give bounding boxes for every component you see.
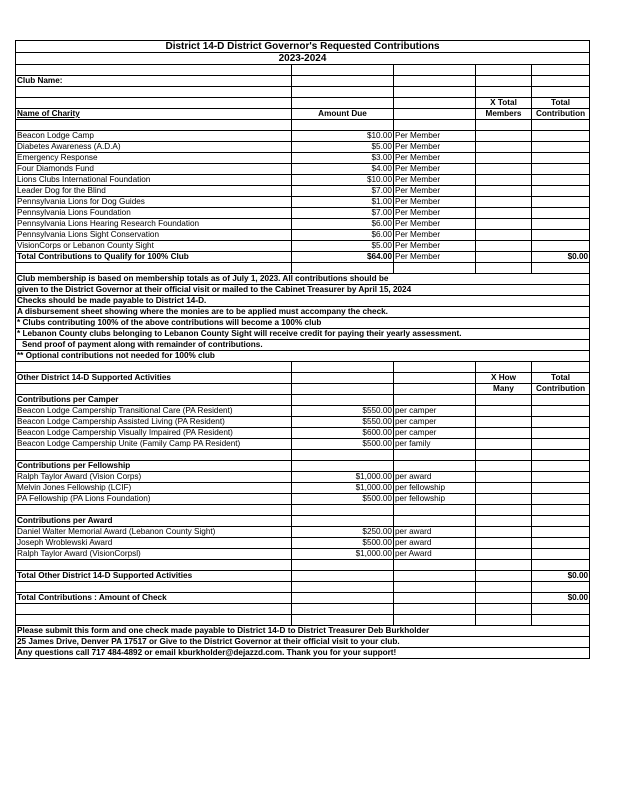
camper-row: Beacon Lodge Campership Transitional Care (PA Resident) $550.00 per camper — [16, 406, 590, 417]
how-many-input[interactable] — [476, 549, 532, 560]
charity-row: Leader Dog for the Blind $7.00 Per Member — [16, 186, 590, 197]
charity-row: Four Diamonds Fund $4.00 Per Member — [16, 164, 590, 175]
camper-row: Beacon Lodge Campership Visually Impaired (PA Resident) $600.00 per camper — [16, 428, 590, 439]
other-activities-header: Other District 14-D Supported Activities — [16, 373, 292, 384]
how-many-input[interactable] — [476, 406, 532, 417]
note-line: given to the District Governor at their official visit or mailed to the Cabinet Treasurer by April 15, 2024 — [16, 285, 590, 296]
form-title: District 14-D District Governor's Requested Contributions — [16, 41, 590, 53]
members-input[interactable] — [476, 164, 532, 175]
charity-header: Name of Charity — [16, 109, 292, 120]
note-line: A disbursement sheet showing where the monies are to be applied must accompany the check. — [16, 307, 590, 318]
how-many-input[interactable] — [476, 417, 532, 428]
total-check-value: $0.00 — [532, 593, 590, 604]
note-line: * Clubs contributing 100% of the above contributions will become a 100% club — [16, 318, 590, 329]
many-header: Many — [476, 384, 532, 395]
note-line: Send proof of payment along with remainder of contributions. — [16, 340, 590, 351]
note-line: * Lebanon County clubs belonging to Lebanon County Sight will receive credit for paying their yearly assessment. — [16, 329, 590, 340]
total-check-row: Total Contributions : Amount of Check $0.00 — [17, 593, 589, 602]
fellowship-row: Melvin Jones Fellowship (LCIF) $1,000.00 per fellowship — [16, 483, 590, 494]
note-line: Checks should be made payable to District 14-D. — [16, 296, 590, 307]
x-total-header: X Total — [476, 98, 532, 109]
contribution-header: Contribution — [532, 109, 590, 120]
note-line: ** Optional contributions not needed for 100% club — [16, 351, 590, 362]
members-input[interactable] — [476, 197, 532, 208]
form-year: 2023-2024 — [16, 53, 590, 65]
charity-row: Beacon Lodge Camp $10.00 Per Member — [16, 131, 590, 142]
note-line: Club membership is based on membership totals as of July 1, 2023. All contributions should be — [16, 274, 590, 285]
charity-row: Emergency Response $3.00 Per Member — [16, 153, 590, 164]
charity-row: VisionCorps or Lebanon County Sight $5.00 Per Member — [16, 241, 590, 252]
award-row: Joseph Wroblewski Award $500.00 per award — [16, 538, 590, 549]
camper-row: Beacon Lodge Campership Unite (Family Camp PA Resident) $500.00 per family — [16, 439, 590, 450]
how-many-input[interactable] — [476, 494, 532, 505]
how-many-input[interactable] — [476, 428, 532, 439]
how-many-input[interactable] — [476, 483, 532, 494]
total-other-row: Total Other District 14-D Supported Activities $0.00 — [17, 571, 589, 580]
charity-row: Pennsylvania Lions Sight Conservation $6.00 Per Member — [16, 230, 590, 241]
members-input[interactable] — [476, 219, 532, 230]
fellowship-heading: Contributions per Fellowship — [16, 461, 292, 472]
qualify-total-row: Total Contributions to Qualify for 100% Club $64.00 Per Member $0.00 — [17, 252, 589, 261]
club-name-label: Club Name: — [16, 76, 292, 87]
charity-row: Pennsylvania Lions Foundation $7.00 Per Member — [16, 208, 590, 219]
footer-line: Any questions call 717 484-4892 or email kburkholder@dejazzd.com. Thank you for your support! — [16, 648, 590, 659]
total-other-value: $0.00 — [532, 571, 590, 582]
qualify-total-value: $0.00 — [532, 252, 590, 263]
members-input[interactable] — [476, 131, 532, 142]
contribution-form — [15, 40, 589, 659]
how-many-input[interactable] — [476, 538, 532, 549]
award-heading: Contributions per Award — [16, 516, 292, 527]
camper-row: Beacon Lodge Campership Assisted Living (PA Resident) $550.00 per camper — [16, 417, 590, 428]
members-input[interactable] — [476, 241, 532, 252]
how-many-input[interactable] — [476, 439, 532, 450]
award-row: Daniel Walter Memorial Award (Lebanon County Sight) $250.00 per award — [16, 527, 590, 538]
members-header: Members — [476, 109, 532, 120]
members-input[interactable] — [476, 186, 532, 197]
members-input[interactable] — [476, 175, 532, 186]
total-header: Total — [532, 98, 590, 109]
other-total-header: Total — [532, 373, 590, 384]
charity-row: Diabetes Awareness (A.D.A) $5.00 Per Member — [16, 142, 590, 153]
amount-due-header: Amount Due — [292, 109, 394, 120]
charity-row: Pennsylvania Lions for Dog Guides $1.00 Per Member — [16, 197, 590, 208]
x-how-header: X How — [476, 373, 532, 384]
fellowship-row: PA Fellowship (PA Lions Foundation) $500.00 per fellowship — [16, 494, 590, 505]
contribution-table — [15, 40, 590, 659]
members-input[interactable] — [476, 153, 532, 164]
fellowship-row: Ralph Taylor Award (Vision Corps) $1,000.00 per award — [16, 472, 590, 483]
club-name-field[interactable] — [292, 76, 394, 87]
how-many-input[interactable] — [476, 472, 532, 483]
camper-heading: Contributions per Camper — [16, 395, 292, 406]
other-contribution-header: Contribution — [532, 384, 590, 395]
award-row: Ralph Taylor Award (VisionCorpsl) $1,000.00 per Award — [16, 549, 590, 560]
charity-row: Pennsylvania Lions Hearing Research Foundation $6.00 Per Member — [16, 219, 590, 230]
members-input[interactable] — [476, 230, 532, 241]
members-input[interactable] — [476, 208, 532, 219]
how-many-input[interactable] — [476, 527, 532, 538]
members-input[interactable] — [476, 142, 532, 153]
footer-line: Please submit this form and one check made payable to District 14-D to District Treasurer Deb Burkholder — [16, 626, 590, 637]
footer-line: 25 James Drive, Denver PA 17517 or Give to the District Governor at their official visit to your club. — [16, 637, 590, 648]
charity-row: Lions Clubs International Foundation $10.00 Per Member — [16, 175, 590, 186]
